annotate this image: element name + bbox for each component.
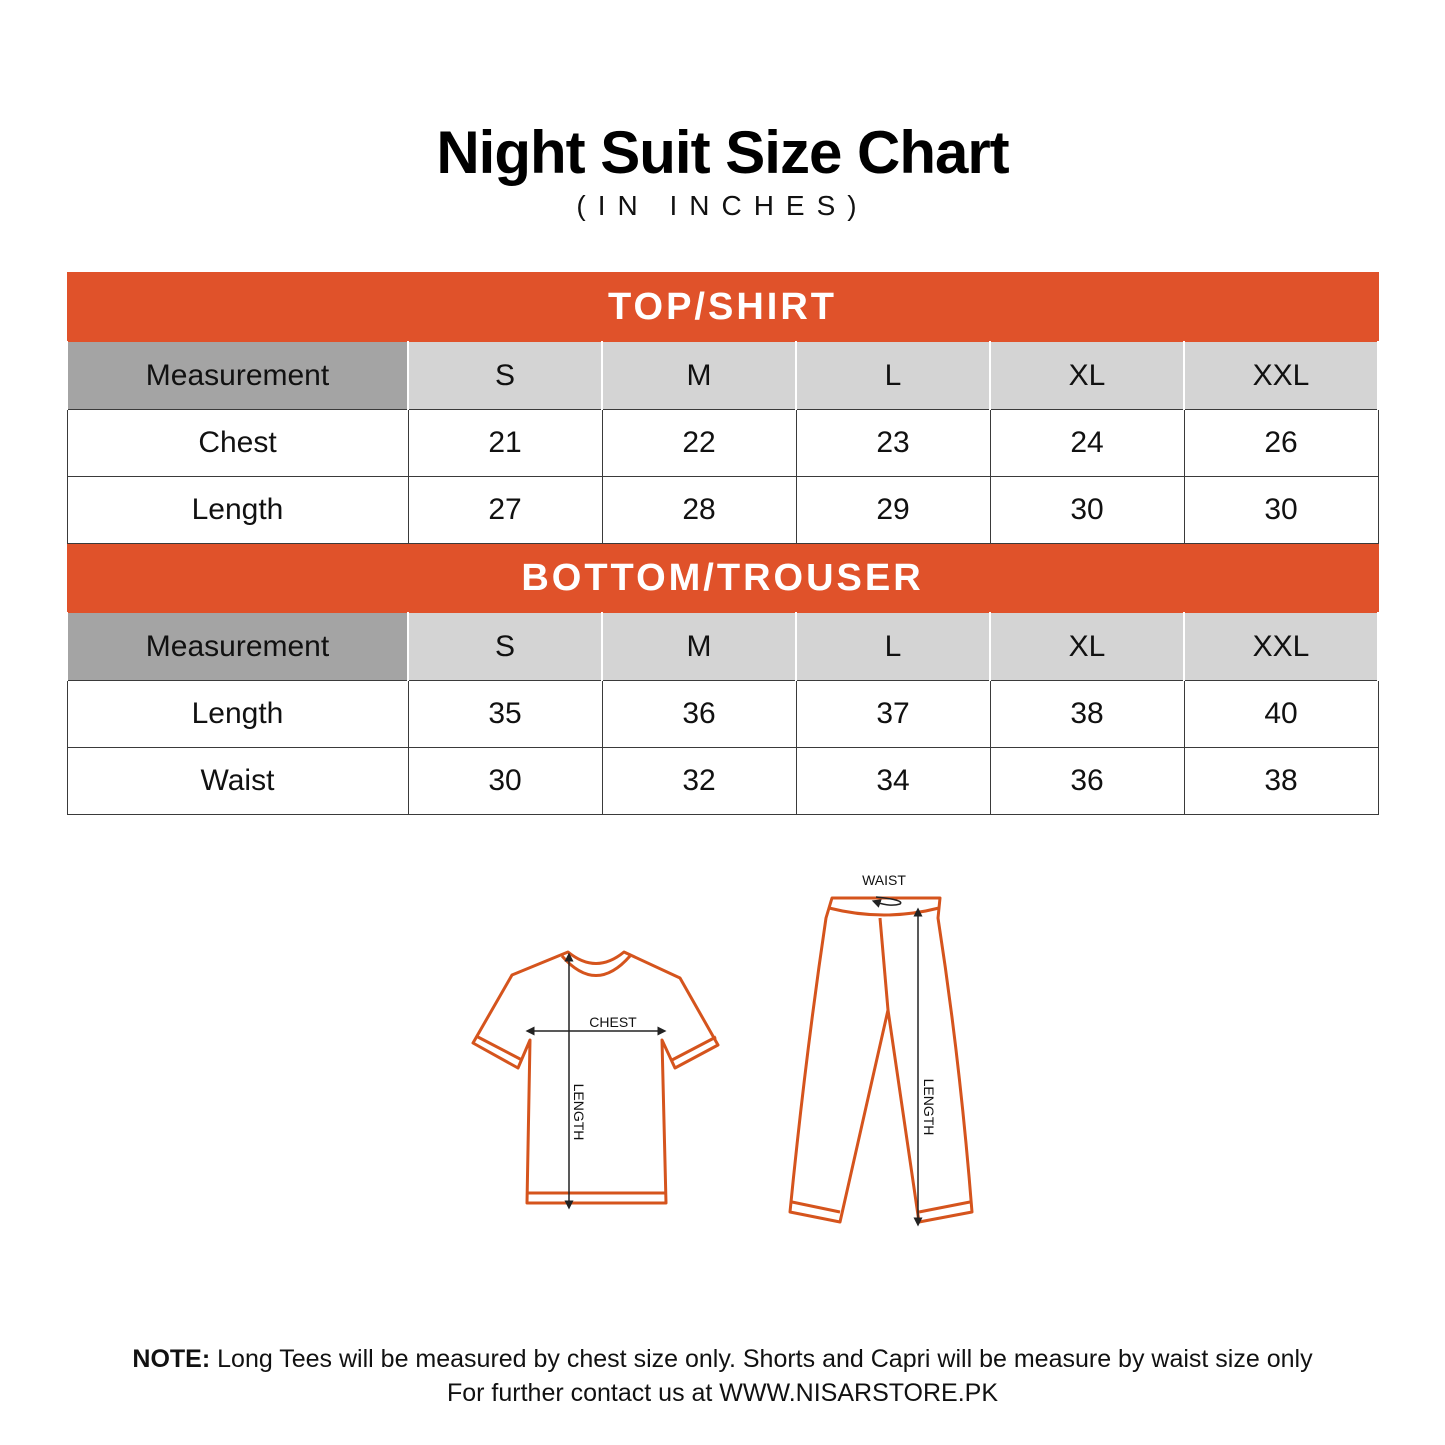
table-cell: 24 bbox=[990, 410, 1184, 477]
shirt-chest-label: CHEST bbox=[589, 1014, 637, 1030]
shirt-length-label: LENGTH bbox=[571, 1083, 587, 1141]
note-line bbox=[0, 1342, 1445, 1376]
header-size-s: S bbox=[408, 613, 602, 681]
page-title: Night Suit Size Chart bbox=[436, 119, 1009, 186]
table-cell: 28 bbox=[602, 477, 796, 544]
row-label: Length bbox=[67, 477, 408, 544]
table-cell: 38 bbox=[990, 681, 1184, 748]
trouser-waist-label: WAIST bbox=[862, 872, 906, 888]
table-cell: 27 bbox=[408, 477, 602, 544]
header-size-xxl: XXL bbox=[1184, 342, 1378, 410]
measurement-diagram bbox=[0, 860, 1445, 1250]
header-size-l: L bbox=[796, 342, 990, 410]
header-size-xl: XL bbox=[990, 613, 1184, 681]
top-header-row bbox=[67, 342, 1378, 410]
table-cell: 34 bbox=[796, 748, 990, 815]
header-size-s: S bbox=[408, 342, 602, 410]
table-cell: 21 bbox=[408, 410, 602, 477]
table-cell: 22 bbox=[602, 410, 796, 477]
note-label: NOTE: bbox=[132, 1345, 211, 1373]
table-row bbox=[67, 748, 1378, 815]
trouser-length-label: LENGTH bbox=[921, 1078, 937, 1136]
section-title-top: TOP/SHIRT bbox=[67, 273, 1378, 342]
table-cell: 30 bbox=[1184, 477, 1378, 544]
table-row bbox=[67, 477, 1378, 544]
header-size-xxl: XXL bbox=[1184, 613, 1378, 681]
table-cell: 23 bbox=[796, 410, 990, 477]
section-header-bottom bbox=[67, 544, 1378, 613]
table-cell: 26 bbox=[1184, 410, 1378, 477]
trouser-illustration bbox=[790, 898, 972, 1222]
row-label: Length bbox=[67, 681, 408, 748]
size-chart-table bbox=[66, 272, 1379, 815]
header-size-m: M bbox=[602, 613, 796, 681]
header-measurement: Measurement bbox=[67, 342, 408, 410]
note-text: Long Tees will be measured by chest size only. Shorts and Capri will be measure by waist size only bbox=[210, 1345, 1313, 1373]
table-cell: 30 bbox=[990, 477, 1184, 544]
bottom-header-row bbox=[67, 613, 1378, 681]
table-cell: 37 bbox=[796, 681, 990, 748]
header-measurement: Measurement bbox=[67, 613, 408, 681]
table-cell: 32 bbox=[602, 748, 796, 815]
page-subtitle: (IN INCHES) bbox=[576, 190, 869, 221]
table-row bbox=[67, 410, 1378, 477]
footer-note bbox=[0, 1342, 1445, 1410]
contact-line: For further contact us at WWW.NISARSTORE.PK bbox=[446, 1379, 999, 1407]
table-cell: 40 bbox=[1184, 681, 1378, 748]
table-cell: 38 bbox=[1184, 748, 1378, 815]
header-size-m: M bbox=[602, 342, 796, 410]
table-cell: 36 bbox=[602, 681, 796, 748]
table-cell: 35 bbox=[408, 681, 602, 748]
table-cell: 29 bbox=[796, 477, 990, 544]
header-size-l: L bbox=[796, 613, 990, 681]
row-label: Waist bbox=[67, 748, 408, 815]
row-label: Chest bbox=[67, 410, 408, 477]
table-cell: 36 bbox=[990, 748, 1184, 815]
section-title-bottom: BOTTOM/TROUSER bbox=[67, 544, 1378, 613]
header-size-xl: XL bbox=[990, 342, 1184, 410]
tshirt-illustration bbox=[473, 952, 718, 1203]
table-cell: 30 bbox=[408, 748, 602, 815]
section-header-top bbox=[67, 273, 1378, 342]
table-row bbox=[67, 681, 1378, 748]
